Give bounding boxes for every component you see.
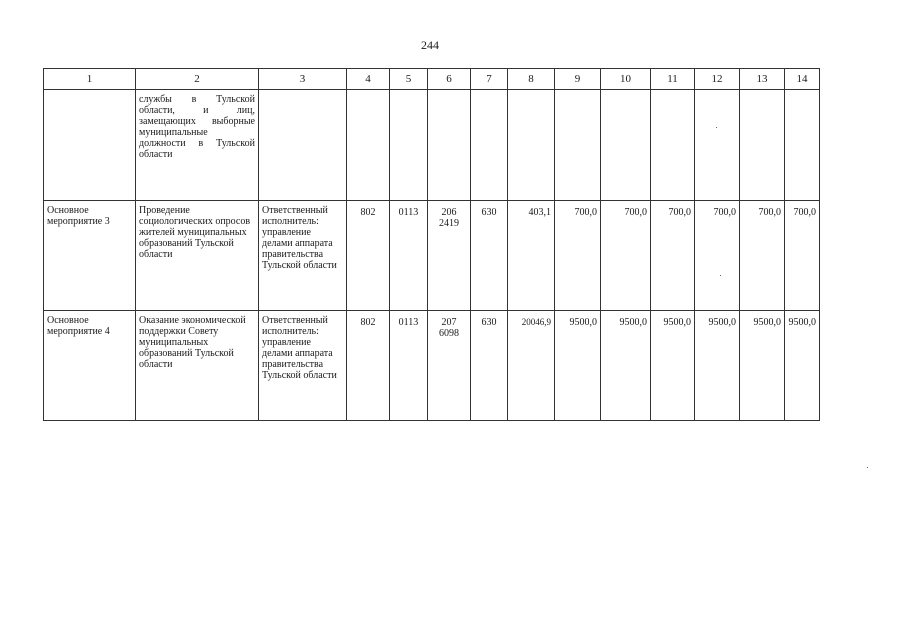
expense-type-cell <box>471 90 508 201</box>
scan-speck <box>716 127 717 128</box>
value-cell: 403,1 <box>508 201 555 311</box>
value-cell: 9500,0 <box>555 311 601 421</box>
activity-description-cell: службы в Тульской области, и лиц, замещающих выборные муниципальные должности в Тульской области <box>136 90 259 201</box>
section-code-cell: 0113 <box>390 311 428 421</box>
expense-type-cell: 630 <box>471 311 508 421</box>
ministry-code-cell <box>347 90 390 201</box>
column-header: 4 <box>347 69 390 90</box>
table-row <box>44 201 820 311</box>
header-row <box>44 69 820 90</box>
section-code-cell: 0113 <box>390 201 428 311</box>
column-header: 10 <box>601 69 651 90</box>
value-cell <box>508 90 555 201</box>
scan-speck <box>720 275 721 276</box>
column-header: 6 <box>428 69 471 90</box>
value-cell: 700,0 <box>651 201 695 311</box>
activity-name-cell <box>44 90 136 201</box>
table-row <box>44 311 820 421</box>
responsible-cell <box>259 90 347 201</box>
value-cell: 700,0 <box>785 201 820 311</box>
column-header: 2 <box>136 69 259 90</box>
value-cell: 9500,0 <box>651 311 695 421</box>
budget-table <box>43 68 820 421</box>
ministry-code-cell: 802 <box>347 201 390 311</box>
column-header: 12 <box>695 69 740 90</box>
value-cell <box>695 90 740 201</box>
target-article-part1: 206 <box>441 207 457 218</box>
column-header: 1 <box>44 69 136 90</box>
column-header: 13 <box>740 69 785 90</box>
activity-description-cell: Проведение социологических опросов жителей муниципальных образований Тульской области <box>136 201 259 311</box>
column-header: 11 <box>651 69 695 90</box>
column-header: 5 <box>390 69 428 90</box>
section-code-cell <box>390 90 428 201</box>
column-header: 7 <box>471 69 508 90</box>
value-cell: 9500,0 <box>601 311 651 421</box>
table-row <box>44 90 820 201</box>
value-cell <box>785 90 820 201</box>
value-cell: 700,0 <box>601 201 651 311</box>
value-cell: 700,0 <box>740 201 785 311</box>
column-header: 8 <box>508 69 555 90</box>
ministry-code-cell: 802 <box>347 311 390 421</box>
target-article-part2: 6098 <box>439 328 459 339</box>
value-cell: 9500,0 <box>695 311 740 421</box>
target-article-cell <box>428 201 471 311</box>
activity-name-cell: Основное мероприятие 3 <box>44 201 136 311</box>
target-article-cell <box>428 311 471 421</box>
column-header: 3 <box>259 69 347 90</box>
responsible-cell: Ответственный исполнитель: управление делами аппарата правительства Тульской области <box>259 311 347 421</box>
activity-name-cell: Основное мероприятие 4 <box>44 311 136 421</box>
responsible-cell: Ответственный исполнитель: управление делами аппарата правительства Тульской области <box>259 201 347 311</box>
value-cell: 700,0 <box>695 201 740 311</box>
activity-description-cell: Оказание экономической поддержки Совету муниципальных образований Тульской области <box>136 311 259 421</box>
value-cell <box>601 90 651 201</box>
column-header: 9 <box>555 69 601 90</box>
column-header: 14 <box>785 69 820 90</box>
value-cell: 20046,9 <box>508 311 555 421</box>
page-number: 244 <box>421 38 439 52</box>
value-cell <box>651 90 695 201</box>
value-cell <box>555 90 601 201</box>
target-article-part1: 207 <box>441 317 457 328</box>
value-cell: 9500,0 <box>785 311 820 421</box>
scan-speck <box>867 467 868 468</box>
value-cell <box>740 90 785 201</box>
value-cell: 700,0 <box>555 201 601 311</box>
target-article-cell <box>428 90 471 201</box>
expense-type-cell: 630 <box>471 201 508 311</box>
value-cell: 9500,0 <box>740 311 785 421</box>
target-article-part2: 2419 <box>439 218 459 229</box>
